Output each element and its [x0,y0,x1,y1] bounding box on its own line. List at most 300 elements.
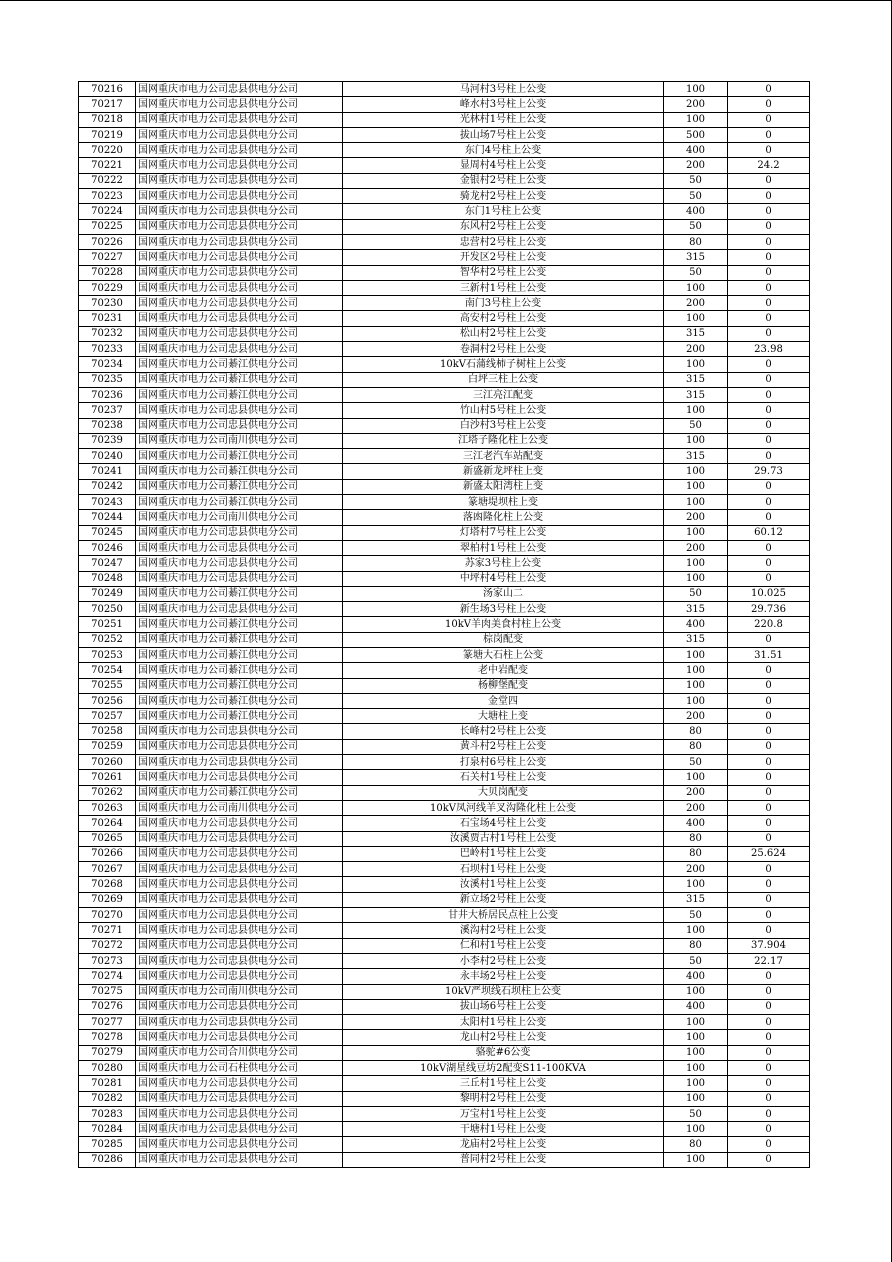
table-row [79,189,810,204]
value-cell: 0 [728,127,810,142]
company-cell: 国网重庆市电力公司忠县供电分公司 [136,250,343,265]
capacity-cell: 100 [664,1015,728,1030]
table-row [79,510,810,525]
row-id-cell: 70252 [79,632,136,647]
company-cell: 国网重庆市电力公司忠县供电分公司 [136,892,343,907]
value-cell: 0 [728,999,810,1014]
capacity-cell: 100 [664,770,728,785]
table-row [79,617,810,632]
table-row [79,495,810,510]
table-row [79,984,810,999]
company-cell: 国网重庆市电力公司忠县供电分公司 [136,127,343,142]
table-row [79,112,810,127]
capacity-cell: 100 [664,1152,728,1167]
capacity-cell: 100 [664,693,728,708]
row-id-cell: 70221 [79,158,136,173]
value-cell: 0 [728,984,810,999]
company-cell: 国网重庆市电力公司忠县供电分公司 [136,908,343,923]
transformer-name-cell: 竹山村5号柱上公变 [343,403,664,418]
row-id-cell: 70239 [79,433,136,448]
transformer-name-cell: 10kV羊肉美食村柱上公变 [343,617,664,632]
capacity-cell: 50 [664,908,728,923]
table-row [79,219,810,234]
company-cell: 国网重庆市电力公司綦江供电分公司 [136,647,343,662]
table-row [79,571,810,586]
value-cell: 10.025 [728,586,810,601]
capacity-cell: 315 [664,372,728,387]
value-cell: 0 [728,82,810,97]
capacity-cell: 315 [664,632,728,647]
transformer-name-cell: 篆塘大石柱上公变 [343,647,664,662]
value-cell: 0 [728,1106,810,1121]
transformer-name-cell: 光林村1号柱上公变 [343,112,664,127]
table-row [79,525,810,540]
company-cell: 国网重庆市电力公司忠县供电分公司 [136,1076,343,1091]
capacity-cell: 200 [664,709,728,724]
table-body [79,82,810,1168]
company-cell: 国网重庆市电力公司忠县供电分公司 [136,234,343,249]
capacity-cell: 100 [664,1030,728,1045]
capacity-cell: 200 [664,785,728,800]
table-row [79,953,810,968]
capacity-cell: 100 [664,403,728,418]
row-id-cell: 70278 [79,1030,136,1045]
transformer-name-cell: 汝溪贾古村1号柱上公变 [343,831,664,846]
capacity-cell: 50 [664,953,728,968]
company-cell: 国网重庆市电力公司忠县供电分公司 [136,1152,343,1167]
table-row [79,250,810,265]
row-id-cell: 70228 [79,265,136,280]
row-id-cell: 70255 [79,678,136,693]
transformer-name-cell: 白沙村3号柱上公变 [343,418,664,433]
row-id-cell: 70268 [79,877,136,892]
company-cell: 国网重庆市电力公司忠县供电分公司 [136,1137,343,1152]
transformer-name-cell: 金堂四 [343,693,664,708]
value-cell: 0 [728,693,810,708]
value-cell: 220.8 [728,617,810,632]
company-cell: 国网重庆市电力公司忠县供电分公司 [136,342,343,357]
table-row [79,265,810,280]
transformer-name-cell: 中坪村4号柱上公变 [343,571,664,586]
transformer-name-cell: 翠柏村1号柱上公变 [343,540,664,555]
company-cell: 国网重庆市电力公司忠县供电分公司 [136,97,343,112]
table-row [79,862,810,877]
company-cell: 国网重庆市电力公司忠县供电分公司 [136,265,343,280]
transformer-name-cell: 南门3号柱上公变 [343,296,664,311]
row-id-cell: 70235 [79,372,136,387]
table-row [79,479,810,494]
transformer-name-cell: 黎明村2号柱上公变 [343,1091,664,1106]
capacity-cell: 80 [664,1137,728,1152]
transformer-name-cell: 峰水村3号柱上公变 [343,97,664,112]
capacity-cell: 200 [664,158,728,173]
capacity-cell: 80 [664,938,728,953]
row-id-cell: 70272 [79,938,136,953]
table-row [79,831,810,846]
row-id-cell: 70244 [79,510,136,525]
value-cell: 0 [728,770,810,785]
capacity-cell: 100 [664,464,728,479]
value-cell: 0 [728,234,810,249]
company-cell: 国网重庆市电力公司綦江供电分公司 [136,632,343,647]
value-cell: 0 [728,326,810,341]
row-id-cell: 70283 [79,1106,136,1121]
transformer-name-cell: 智华村2号柱上公变 [343,265,664,280]
company-cell: 国网重庆市电力公司綦江供电分公司 [136,693,343,708]
capacity-cell: 100 [664,663,728,678]
transformer-name-cell: 高安村2号柱上公变 [343,311,664,326]
table-row [79,1137,810,1152]
value-cell: 0 [728,112,810,127]
table-row [79,127,810,142]
capacity-cell: 100 [664,495,728,510]
row-id-cell: 70271 [79,923,136,938]
value-cell: 0 [728,1152,810,1167]
table-row [79,663,810,678]
transformer-name-cell: 金银村2号柱上公变 [343,173,664,188]
row-id-cell: 70227 [79,250,136,265]
company-cell: 国网重庆市电力公司忠县供电分公司 [136,173,343,188]
value-cell: 0 [728,862,810,877]
capacity-cell: 100 [664,280,728,295]
transformer-name-cell: 石坝村1号柱上公变 [343,862,664,877]
transformer-name-cell: 新立场2号柱上公变 [343,892,664,907]
row-id-cell: 70222 [79,173,136,188]
table-row [79,1015,810,1030]
value-cell: 29.736 [728,602,810,617]
row-id-cell: 70245 [79,525,136,540]
table-row [79,709,810,724]
company-cell: 国网重庆市电力公司忠县供电分公司 [136,82,343,97]
capacity-cell: 100 [664,1076,728,1091]
capacity-cell: 50 [664,755,728,770]
transformer-name-cell: 石关村1号柱上公变 [343,770,664,785]
company-cell: 国网重庆市电力公司忠县供电分公司 [136,724,343,739]
capacity-cell: 100 [664,82,728,97]
transformer-name-cell: 黄斗村2号柱上公变 [343,739,664,754]
transformer-name-cell: 10kV凤河线羊叉沟隆化柱上公变 [343,800,664,815]
row-id-cell: 70248 [79,571,136,586]
company-cell: 国网重庆市电力公司綦江供电分公司 [136,709,343,724]
company-cell: 国网重庆市电力公司忠县供电分公司 [136,739,343,754]
company-cell: 国网重庆市电力公司忠县供电分公司 [136,846,343,861]
company-cell: 国网重庆市电力公司忠县供电分公司 [136,602,343,617]
company-cell: 国网重庆市电力公司忠县供电分公司 [136,189,343,204]
company-cell: 国网重庆市电力公司綦江供电分公司 [136,617,343,632]
row-id-cell: 70234 [79,357,136,372]
capacity-cell: 100 [664,556,728,571]
value-cell: 0 [728,387,810,402]
row-id-cell: 70233 [79,342,136,357]
value-cell: 0 [728,877,810,892]
row-id-cell: 70236 [79,387,136,402]
capacity-cell: 100 [664,678,728,693]
capacity-cell: 400 [664,816,728,831]
value-cell: 31.51 [728,647,810,662]
company-cell: 国网重庆市电力公司綦江供电分公司 [136,449,343,464]
company-cell: 国网重庆市电力公司綦江供电分公司 [136,586,343,601]
transformer-name-cell: 小李村2号柱上公变 [343,953,664,968]
table-row [79,923,810,938]
table-row [79,785,810,800]
company-cell: 国网重庆市电力公司南川供电分公司 [136,510,343,525]
value-cell: 0 [728,311,810,326]
capacity-cell: 200 [664,800,728,815]
row-id-cell: 70285 [79,1137,136,1152]
value-cell: 0 [728,449,810,464]
capacity-cell: 400 [664,143,728,158]
company-cell: 国网重庆市电力公司合川供电分公司 [136,1045,343,1060]
table-row [79,632,810,647]
row-id-cell: 70267 [79,862,136,877]
row-id-cell: 70282 [79,1091,136,1106]
company-cell: 国网重庆市电力公司忠县供电分公司 [136,862,343,877]
row-id-cell: 70232 [79,326,136,341]
company-cell: 国网重庆市电力公司忠县供电分公司 [136,755,343,770]
table-row [79,173,810,188]
company-cell: 国网重庆市电力公司忠县供电分公司 [136,525,343,540]
transformer-name-cell: 杨柳堡配变 [343,678,664,693]
value-cell: 0 [728,739,810,754]
transformer-name-cell: 万宝村1号柱上公变 [343,1106,664,1121]
transformer-name-cell: 10kV石蒲线柿子树柱上公变 [343,357,664,372]
value-cell: 0 [728,204,810,219]
table-row [79,999,810,1014]
table-row [79,770,810,785]
table-row [79,1106,810,1121]
company-cell: 国网重庆市电力公司忠县供电分公司 [136,296,343,311]
transformer-name-cell: 太阳村1号柱上公变 [343,1015,664,1030]
transformer-name-cell: 石宝场4号柱上公变 [343,816,664,831]
capacity-cell: 80 [664,831,728,846]
row-id-cell: 70220 [79,143,136,158]
capacity-cell: 200 [664,342,728,357]
row-id-cell: 70260 [79,755,136,770]
company-cell: 国网重庆市电力公司綦江供电分公司 [136,495,343,510]
row-id-cell: 70279 [79,1045,136,1060]
table-row [79,418,810,433]
capacity-cell: 200 [664,296,728,311]
row-id-cell: 70241 [79,464,136,479]
capacity-cell: 100 [664,1061,728,1076]
capacity-cell: 200 [664,97,728,112]
row-id-cell: 70246 [79,540,136,555]
table-row [79,234,810,249]
capacity-cell: 100 [664,1091,728,1106]
value-cell: 0 [728,1076,810,1091]
company-cell: 国网重庆市电力公司忠县供电分公司 [136,770,343,785]
row-id-cell: 70249 [79,586,136,601]
value-cell: 0 [728,357,810,372]
row-id-cell: 70264 [79,816,136,831]
company-cell: 国网重庆市电力公司忠县供电分公司 [136,999,343,1014]
transformer-name-cell: 溪沟村2号柱上公变 [343,923,664,938]
value-cell: 0 [728,755,810,770]
capacity-cell: 100 [664,433,728,448]
row-id-cell: 70274 [79,969,136,984]
company-cell: 国网重庆市电力公司忠县供电分公司 [136,326,343,341]
table-row [79,938,810,953]
row-id-cell: 70224 [79,204,136,219]
capacity-cell: 50 [664,418,728,433]
capacity-cell: 100 [664,647,728,662]
table-row [79,387,810,402]
row-id-cell: 70258 [79,724,136,739]
company-cell: 国网重庆市电力公司忠县供电分公司 [136,112,343,127]
row-id-cell: 70253 [79,647,136,662]
company-cell: 国网重庆市电力公司忠县供电分公司 [136,1122,343,1137]
transformer-name-cell: 普同村2号柱上公变 [343,1152,664,1167]
company-cell: 国网重庆市电力公司綦江供电分公司 [136,785,343,800]
capacity-cell: 200 [664,510,728,525]
transformer-name-cell: 开发区2号柱上公变 [343,250,664,265]
value-cell: 0 [728,1045,810,1060]
table-row [79,97,810,112]
page-top-border [0,0,892,1]
capacity-cell: 50 [664,189,728,204]
row-id-cell: 70237 [79,403,136,418]
value-cell: 0 [728,1015,810,1030]
row-id-cell: 70254 [79,663,136,678]
row-id-cell: 70219 [79,127,136,142]
row-id-cell: 70277 [79,1015,136,1030]
row-id-cell: 70265 [79,831,136,846]
row-id-cell: 70273 [79,953,136,968]
transformer-name-cell: 龙庙村2号柱上公变 [343,1137,664,1152]
transformer-name-cell: 巴岭村1号柱上公变 [343,846,664,861]
table-row [79,800,810,815]
table-row [79,969,810,984]
table-row [79,678,810,693]
transformer-name-cell: 卷洞村2号柱上公变 [343,342,664,357]
row-id-cell: 70269 [79,892,136,907]
table-row [79,403,810,418]
value-cell: 0 [728,785,810,800]
row-id-cell: 70261 [79,770,136,785]
table-row [79,342,810,357]
row-id-cell: 70262 [79,785,136,800]
table-row [79,892,810,907]
transformer-name-cell: 新生场3号柱上公变 [343,602,664,617]
value-cell: 0 [728,816,810,831]
capacity-cell: 80 [664,234,728,249]
value-cell: 0 [728,372,810,387]
row-id-cell: 70270 [79,908,136,923]
table-row [79,433,810,448]
row-id-cell: 70247 [79,556,136,571]
table-row [79,311,810,326]
transformer-name-cell: 棕岗配变 [343,632,664,647]
company-cell: 国网重庆市电力公司忠县供电分公司 [136,1091,343,1106]
row-id-cell: 70284 [79,1122,136,1137]
table-row [79,586,810,601]
table-row [79,755,810,770]
transformer-name-cell: 苏家3号柱上公变 [343,556,664,571]
transformer-name-cell: 显周村4号柱上公变 [343,158,664,173]
capacity-cell: 315 [664,250,728,265]
value-cell: 0 [728,969,810,984]
company-cell: 国网重庆市电力公司忠县供电分公司 [136,923,343,938]
table-row [79,877,810,892]
capacity-cell: 100 [664,877,728,892]
value-cell: 0 [728,1091,810,1106]
company-cell: 国网重庆市电力公司綦江供电分公司 [136,387,343,402]
value-cell: 0 [728,571,810,586]
capacity-cell: 315 [664,892,728,907]
company-cell: 国网重庆市电力公司忠县供电分公司 [136,158,343,173]
transformer-name-cell: 汝溪村1号柱上公变 [343,877,664,892]
company-cell: 国网重庆市电力公司忠县供电分公司 [136,938,343,953]
row-id-cell: 70216 [79,82,136,97]
transformer-name-cell: 新盛新龙坪柱上变 [343,464,664,479]
transformer-name-cell: 白坪三柱上公变 [343,372,664,387]
table-row [79,296,810,311]
value-cell: 0 [728,495,810,510]
company-cell: 国网重庆市电力公司南川供电分公司 [136,433,343,448]
value-cell: 60.12 [728,525,810,540]
table-row [79,357,810,372]
row-id-cell: 70250 [79,602,136,617]
row-id-cell: 70280 [79,1061,136,1076]
value-cell: 37.904 [728,938,810,953]
company-cell: 国网重庆市电力公司忠县供电分公司 [136,219,343,234]
row-id-cell: 70286 [79,1152,136,1167]
value-cell: 0 [728,280,810,295]
transformer-name-cell: 汤家山二 [343,586,664,601]
transformer-name-cell: 灯塔村7号柱上公变 [343,525,664,540]
row-id-cell: 70266 [79,846,136,861]
capacity-cell: 200 [664,540,728,555]
value-cell: 0 [728,709,810,724]
capacity-cell: 500 [664,127,728,142]
transformer-name-cell: 拔山场7号柱上公变 [343,127,664,142]
transformer-name-cell: 打泉村6号柱上公变 [343,755,664,770]
transformer-name-cell: 松山村2号柱上公变 [343,326,664,341]
transformer-name-cell: 东门4号柱上公变 [343,143,664,158]
value-cell: 0 [728,908,810,923]
table-row [79,1076,810,1091]
capacity-cell: 100 [664,525,728,540]
company-cell: 国网重庆市电力公司忠县供电分公司 [136,953,343,968]
value-cell: 23.98 [728,342,810,357]
value-cell: 0 [728,556,810,571]
capacity-cell: 100 [664,571,728,586]
value-cell: 0 [728,143,810,158]
company-cell: 国网重庆市电力公司忠县供电分公司 [136,1106,343,1121]
capacity-cell: 315 [664,602,728,617]
transformer-name-cell: 江塔子隆化柱上公变 [343,433,664,448]
company-cell: 国网重庆市电力公司忠县供电分公司 [136,816,343,831]
capacity-cell: 400 [664,617,728,632]
company-cell: 国网重庆市电力公司石柱供电分公司 [136,1061,343,1076]
transformer-name-cell: 骑龙村2号柱上公变 [343,189,664,204]
row-id-cell: 70242 [79,479,136,494]
company-cell: 国网重庆市电力公司忠县供电分公司 [136,143,343,158]
transformer-name-cell: 三江亮江配变 [343,387,664,402]
company-cell: 国网重庆市电力公司忠县供电分公司 [136,1015,343,1030]
table-row [79,1061,810,1076]
transformer-name-cell: 马河村3号柱上公变 [343,82,664,97]
transformer-table [78,81,810,1168]
capacity-cell: 80 [664,739,728,754]
row-id-cell: 70281 [79,1076,136,1091]
table-row [79,846,810,861]
value-cell: 0 [728,663,810,678]
transformer-name-cell: 永丰场2号柱上公变 [343,969,664,984]
value-cell: 0 [728,189,810,204]
company-cell: 国网重庆市电力公司南川供电分公司 [136,984,343,999]
capacity-cell: 315 [664,449,728,464]
